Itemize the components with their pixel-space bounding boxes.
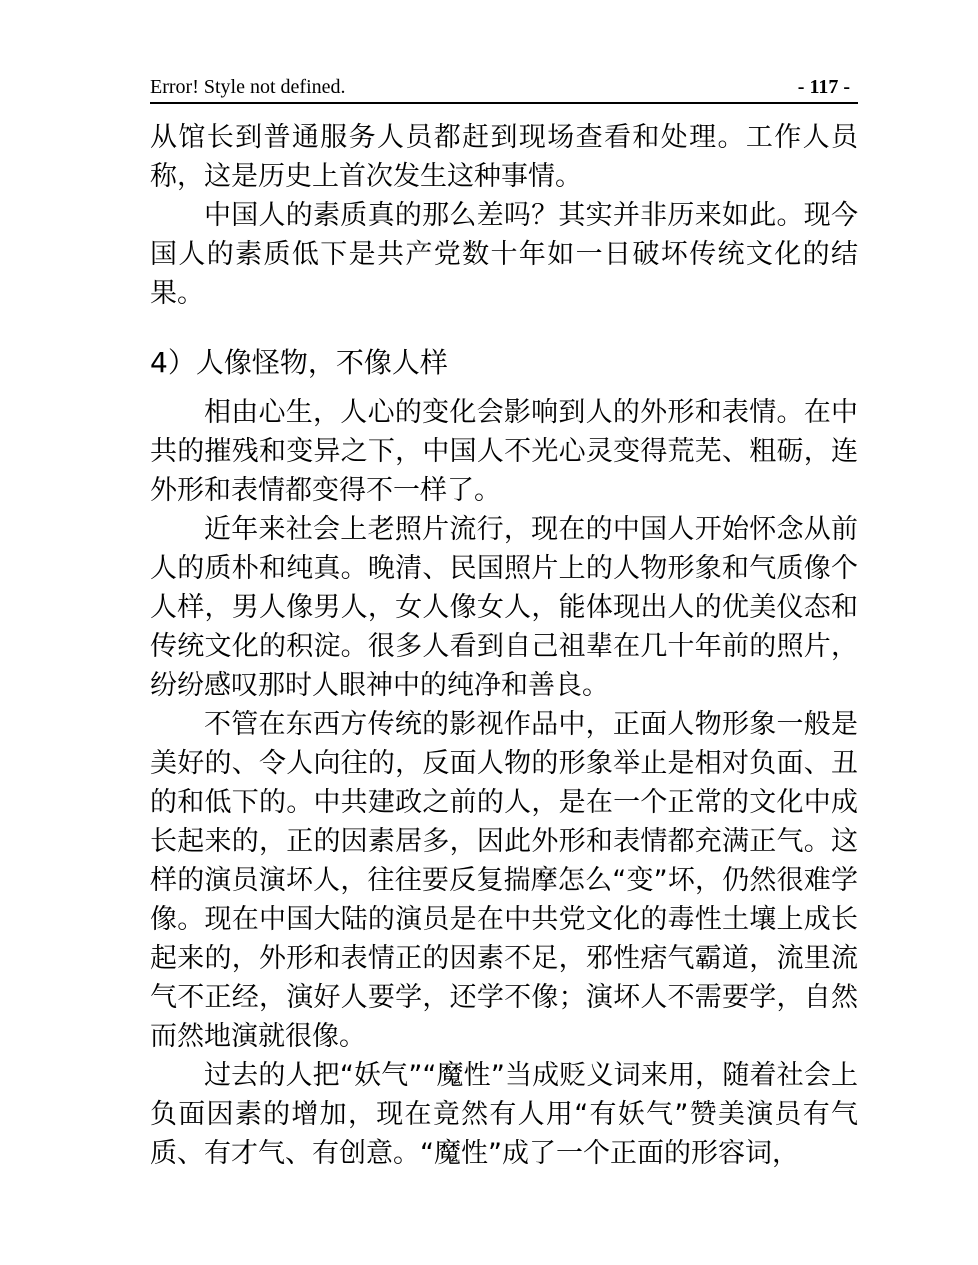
paragraph: 不管在东西方传统的影视作品中，正面人物形象一般是美好的、令人向往的，反面人物的形象举止是相对负面、丑的和低下的。中共建政之前的人，是在一个正常的文化中成长起来的，正的因素居多，因此外形和表情都充满正气。这样的演员演坏人，往往要反复揣摩怎么“变”坏，仍然很难学像。现在中国大陆的演员是在中共党文化的毒性土壤上成长起来的，外形和表情正的因素不足，邪性痞气霸道，流里流气不正经，演好人要学，还学不像；演坏人不需要学，自然而然地演就很像。 bbox=[150, 709, 858, 1052]
page-body bbox=[150, 118, 858, 1173]
paragraph: 从馆长到普通服务人员都赶到现场查看和处理。工作人员称，这是历史上首次发生这种事情。 bbox=[150, 122, 858, 192]
page-header bbox=[150, 72, 858, 104]
paragraph: 中国人的素质真的那么差吗？其实并非历来如此。现今国人的素质低下是共产党数十年如一日破坏传统文化的结果。 bbox=[150, 200, 858, 309]
section-heading: 4）人像怪物，不像人样 bbox=[150, 346, 448, 379]
header-title: Error! Style not defined. bbox=[150, 76, 346, 98]
paragraph: 相由心生，人心的变化会影响到人的外形和表情。在中共的摧残和变异之下，中国人不光心灵变得荒芜、粗砺，连外形和表情都变得不一样了。 bbox=[150, 397, 858, 506]
paragraph: 近年来社会上老照片流行，现在的中国人开始怀念从前人的质朴和纯真。晚清、民国照片上的人物形象和气质像个人样，男人像男人，女人像女人，能体现出人的优美仪态和传统文化的积淀。很多人看到自己祖辈在几十年前的照片，纷纷感叹那时人眼神中的纯净和善良。 bbox=[150, 514, 858, 701]
page-number: - 117 - bbox=[797, 76, 850, 98]
paragraph: 过去的人把“妖气”“魔性”当成贬义词来用，随着社会上负面因素的增加，现在竟然有人用“有妖气”赞美演员有气质、有才气、有创意。“魔性”成了一个正面的形容词， bbox=[150, 1060, 858, 1169]
